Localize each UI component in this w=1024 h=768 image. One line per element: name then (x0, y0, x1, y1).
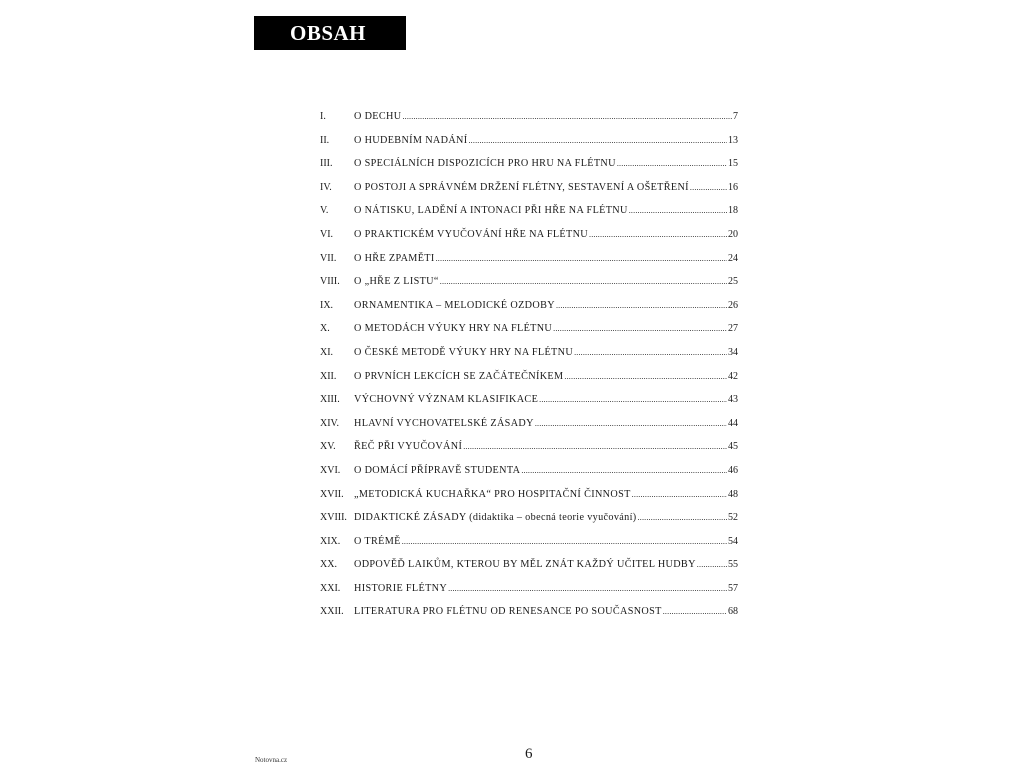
toc-chapter-number: XI. (320, 346, 334, 358)
toc-chapter-number: X. (320, 323, 330, 335)
toc-chapter-number: XII. (320, 370, 337, 382)
toc-row (320, 371, 738, 395)
toc-chapter-title (354, 394, 538, 405)
toc-chapter-number: VI. (320, 228, 334, 240)
toc-chapter-title-text: O ČESKÉ METODĚ VÝUKY HRY NA FLÉTNU (354, 346, 574, 358)
toc-chapter-title (354, 135, 467, 146)
toc-row (320, 135, 738, 159)
toc-chapter-title (354, 347, 573, 358)
toc-page-number: 16 (728, 181, 738, 193)
toc-dot-leader (448, 584, 727, 593)
toc-chapter-title (354, 229, 588, 240)
toc-row (320, 441, 738, 465)
toc-row (320, 300, 738, 324)
toc-row (320, 205, 738, 229)
toc-row (320, 253, 738, 277)
toc-dot-leader (564, 372, 727, 381)
toc-chapter-number: XXI. (320, 582, 341, 594)
toc-dot-leader (574, 348, 727, 357)
toc-chapter-title-text: „METODICKÁ KUCHAŘKA“ PRO HOSPITAČNÍ ČINNOST (354, 488, 631, 500)
toc-chapter-title (354, 489, 631, 500)
toc-chapter-title-text: O DECHU (354, 111, 402, 122)
toc-row (320, 465, 738, 489)
toc-dot-leader (440, 277, 727, 286)
toc-page-number: 68 (728, 606, 738, 618)
toc-row (320, 583, 738, 607)
toc-chapter-title-text: DIDAKTICKÉ ZÁSADY (354, 512, 467, 524)
toc-chapter-title-text: HISTORIE FLÉTNY (354, 582, 448, 594)
toc-dot-leader (697, 560, 727, 569)
toc-chapter-title (354, 418, 534, 429)
toc-chapter-title (354, 465, 520, 476)
toc-row (320, 559, 738, 583)
toc-row (320, 323, 738, 347)
toc-dot-leader (690, 183, 727, 192)
toc-chapter-title (354, 559, 696, 570)
toc-row (320, 182, 738, 206)
toc-chapter-title (354, 300, 555, 311)
toc-chapter-number: XXII. (320, 606, 344, 618)
toc-chapter-title (354, 323, 552, 334)
toc-dot-leader (436, 254, 727, 263)
toc-page-number: 25 (728, 276, 738, 288)
toc-chapter-title-text: O HŘE ZPAMĚTI (354, 252, 435, 264)
toc-dot-leader (589, 230, 727, 239)
toc-page-number: 42 (728, 370, 738, 382)
toc-dot-leader (556, 301, 727, 310)
toc-page-number: 55 (728, 559, 738, 571)
toc-chapter-number: VII. (320, 252, 337, 264)
toc-chapter-title (354, 583, 447, 594)
toc-page-number: 24 (728, 252, 738, 264)
toc-dot-leader (638, 513, 727, 522)
toc-dot-leader (553, 324, 727, 333)
toc-chapter-number: IX. (320, 299, 334, 311)
toc-dot-leader (539, 395, 727, 404)
toc-chapter-title-text: O DOMÁCÍ PŘÍPRAVĚ STUDENTA (354, 464, 521, 476)
toc-dot-leader (402, 537, 727, 546)
toc-page-number: 18 (728, 205, 738, 217)
toc-chapter-number: XIV. (320, 417, 339, 429)
toc-chapter-title-text: O PRAKTICKÉM VYUČOVÁNÍ HŘE NA FLÉTNU (354, 228, 588, 240)
toc-row (320, 276, 738, 300)
toc-chapter-title-text: LITERATURA PRO FLÉTNU OD RENESANCE PO SOUČASNOST (354, 606, 662, 618)
toc-chapter-title-text: ORNAMENTIKA – MELODICKÉ OZDOBY (354, 299, 555, 311)
footer-site-name: Notovna.cz (255, 756, 288, 764)
toc-chapter-title (354, 276, 439, 287)
toc-chapter-number: II. (320, 134, 330, 146)
toc-chapter-number: XVIII. (320, 512, 347, 524)
toc-chapter-number: III. (320, 158, 333, 170)
toc-dot-leader (463, 442, 727, 451)
toc-chapter-title-text: HLAVNÍ VYCHOVATELSKÉ ZÁSADY (354, 417, 534, 429)
toc-chapter-title-text: O HUDEBNÍM NADÁNÍ (354, 134, 468, 146)
toc-row (320, 111, 738, 135)
toc-chapter-title-text: O NÁTISKU, LADĚNÍ A INTONACI PŘI HŘE NA FLÉTNU (354, 205, 628, 217)
toc-page-number: 54 (728, 535, 738, 547)
toc-chapter-number: XV. (320, 441, 336, 453)
toc-chapter-number: I. (320, 111, 326, 122)
toc-row (320, 512, 738, 536)
toc-chapter-title (354, 536, 401, 547)
toc-chapter-number: XIII. (320, 394, 340, 406)
toc-chapter-title (354, 205, 628, 216)
toc-chapter-title-text: O PRVNÍCH LEKCÍCH SE ZAČÁTEČNÍKEM (354, 370, 564, 382)
toc-chapter-number: V. (320, 205, 329, 217)
toc-page-number: 34 (728, 346, 738, 358)
toc-chapter-number: XVII. (320, 488, 344, 500)
toc-chapter-title-text: O „HŘE Z LISTU“ (354, 276, 439, 288)
toc-chapter-title (354, 111, 401, 122)
toc-chapter-title (354, 253, 435, 264)
toc-dot-leader (535, 419, 727, 428)
toc-chapter-title-text: ŘEČ PŘI VYUČOVÁNÍ (354, 441, 463, 453)
toc-page-number: 46 (728, 464, 738, 476)
toc-dot-leader (663, 607, 727, 616)
toc-page-number: 26 (728, 299, 738, 311)
toc-row (320, 229, 738, 253)
toc-chapter-title-text: ODPOVĚĎ LAIKŮM, KTEROU BY MĚL ZNÁT KAŽDÝ UČITEL HUDBY (354, 559, 696, 571)
toc-page-number: 27 (728, 323, 738, 335)
toc-dot-leader (521, 466, 727, 475)
toc-page-number: 43 (728, 394, 738, 406)
toc-row (320, 536, 738, 560)
toc-page-number: 44 (728, 417, 738, 429)
toc-row (320, 418, 738, 442)
toc-row (320, 606, 738, 630)
toc-chapter-title-text: O TRÉMĚ (354, 535, 401, 547)
toc-chapter-number: XX. (320, 559, 337, 571)
toc-chapter-title-text: O SPECIÁLNÍCH DISPOZICÍCH PRO HRU NA FLÉTNU (354, 158, 616, 170)
toc-page-number: 20 (728, 228, 738, 240)
toc-chapter-subtitle: (didaktika – obecná teorie vyučování) (466, 512, 637, 524)
toc-page-number: 57 (728, 582, 738, 594)
toc-chapter-title-text: VÝCHOVNÝ VÝZNAM KLASIFIKACE (354, 394, 539, 406)
toc-chapter-number: IV. (320, 181, 332, 193)
toc-dot-leader (632, 490, 727, 499)
toc-chapter-title (354, 606, 662, 617)
toc-page-number: 7 (733, 111, 738, 122)
toc-dot-leader (402, 112, 732, 121)
toc-row (320, 347, 738, 371)
toc-chapter-title-text: O POSTOJI A SPRÁVNÉM DRŽENÍ FLÉTNY, SESTAVENÍ A OŠETŘENÍ (354, 181, 689, 193)
toc-row (320, 394, 738, 418)
toc-chapter-title (354, 512, 637, 523)
toc-chapter-title (354, 182, 689, 193)
toc-page-number: 45 (728, 441, 738, 453)
toc-page-number: 52 (728, 512, 738, 524)
footer-page-number: 6 (525, 746, 533, 762)
toc-row (320, 158, 738, 182)
toc-chapter-number: XVI. (320, 464, 341, 476)
toc-dot-leader (468, 136, 727, 145)
toc-chapter-title (354, 371, 563, 382)
toc-page-number: 48 (728, 488, 738, 500)
toc-chapter-title (354, 158, 616, 169)
section-title: OBSAH (254, 16, 406, 50)
table-of-contents (320, 111, 738, 630)
toc-chapter-number: XIX. (320, 535, 341, 547)
toc-chapter-title (354, 441, 462, 452)
toc-chapter-number: VIII. (320, 276, 340, 288)
toc-page-number: 15 (728, 158, 738, 170)
toc-dot-leader (617, 159, 727, 168)
toc-chapter-title-text: O METODÁCH VÝUKY HRY NA FLÉTNU (354, 323, 553, 335)
toc-page-number: 13 (728, 134, 738, 146)
toc-dot-leader (629, 206, 727, 215)
toc-row (320, 489, 738, 513)
